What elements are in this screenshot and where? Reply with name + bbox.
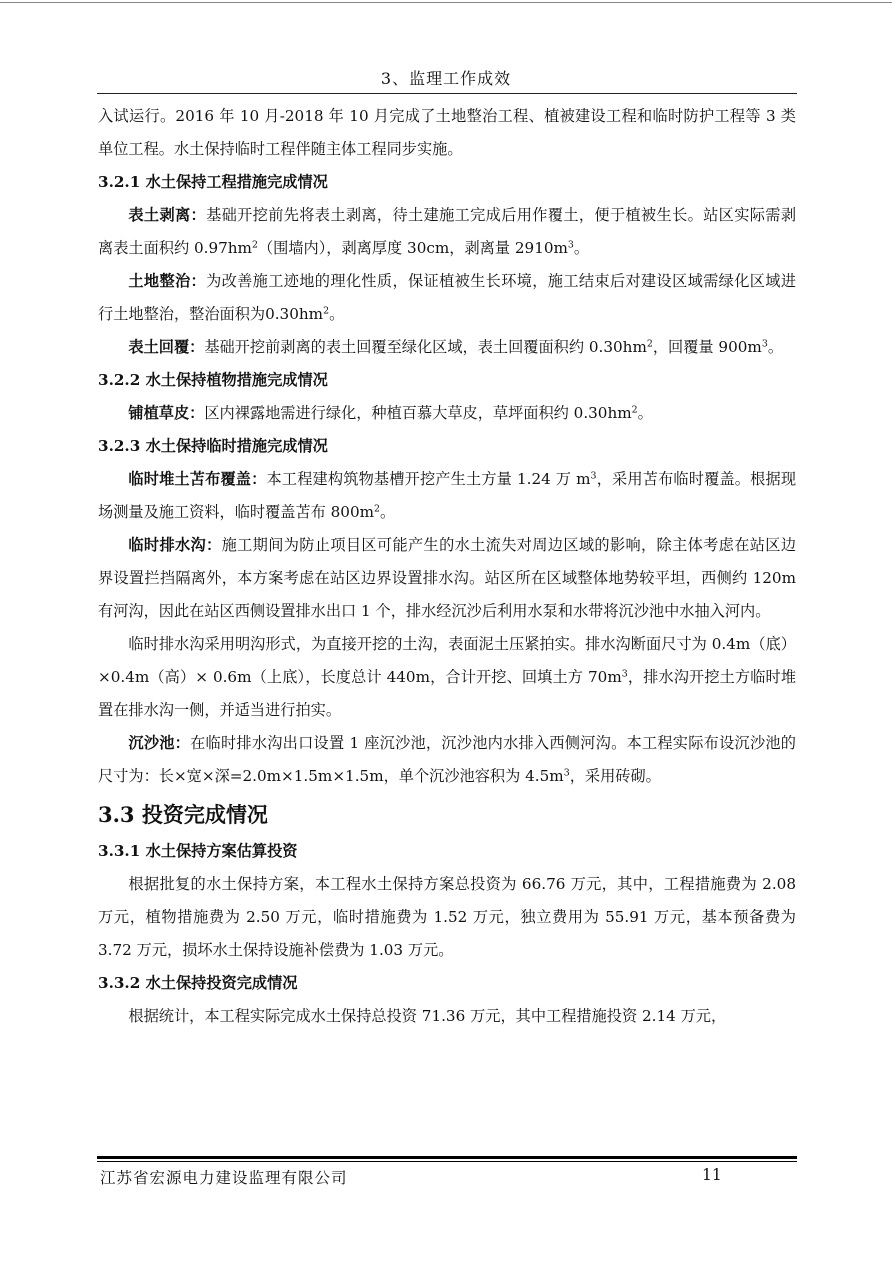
footer-rule-thick	[97, 1156, 797, 1159]
heading-3-2-3: 3.2.3 水土保持临时措施完成情况	[98, 437, 328, 455]
heading-3-2-1: 3.2.1 水土保持工程措施完成情况	[98, 173, 328, 191]
page-top-edge	[0, 2, 892, 3]
running-header-title: 3、监理工作成效	[380, 69, 512, 88]
paragraph-drainage-ditch: 临时排水沟：施工期间为防止项目区可能产生的水土流失对周边区域的影响，除主体考虑在站区边界设置拦挡隔离外，本方案考虑在站区边界设置排水沟。站区所在区域整体地势较平坦，西侧约 120m 有河沟，因此在站区西侧设置排水出口 1 个，排水经沉沙后利用水泵和水带将沉沙池中水抽入河内。	[98, 536, 797, 620]
document-body	[98, 100, 796, 1033]
paragraph-settling-tank: 沉沙池：在临时排水沟出口设置 1 座沉沙池，沉沙池内水排入西侧河沟。本工程实际布设沉沙池的尺寸为：长×宽×深=2.0m×1.5m×1.5m，单个沉沙池容积为 $4.5m^3$，采用砖砌。	[98, 734, 796, 785]
footer-company-name: 江苏省宏源电力建设监理有限公司	[100, 1169, 348, 1187]
paragraph-tarp-cover: 临时堆土苫布覆盖：本工程建构筑物基槽开挖产生土方量 1.24 万 $m^3$，采用苫布临时覆盖。根据现场测量及施工资料，临时覆盖苫布 $800m^2$。	[98, 470, 797, 521]
header-rule	[97, 93, 797, 94]
paragraph-continuation: 入试运行。2016 年 10 月-2018 年 10 月完成了土地整治工程、植被建设工程和临时防护工程等 3 类单位工程。水土保持临时工程伴随主体工程同步实施。	[98, 107, 796, 158]
term-label: 沉沙池：	[128, 734, 191, 752]
term-label: 土地整治：	[128, 272, 207, 290]
term-label: 表土剥离：	[128, 206, 207, 224]
paragraph-topsoil-stripping: 表土剥离：基础开挖前先将表土剥离，待土建施工完成后用作覆土，便于植被生长。站区实际需剥离表土面积约 $0.97hm^2$（围墙内），剥离厚度 30cm，剥离量 $2910m^3$。	[98, 206, 797, 257]
heading-3-3-1: 3.3.1 水土保持方案估算投资	[98, 842, 298, 860]
paragraph-turf-planting: 铺植草皮：区内裸露地需进行绿化，种植百慕大草皮，草坪面积约 $0.30hm^2$。	[128, 404, 653, 422]
footer-rule-thin	[97, 1161, 797, 1162]
term-label: 表土回覆：	[128, 338, 205, 356]
heading-3-3: 3.3 投资完成情况	[98, 802, 268, 827]
page-number: 11	[702, 1166, 722, 1184]
paragraph-topsoil-backfill: 表土回覆：基础开挖前剥离的表土回覆至绿化区域，表土回覆面积约 $0.30hm^2$，回覆量 $900m^3$。	[128, 338, 783, 356]
term-label: 铺植草皮：	[128, 404, 205, 422]
heading-3-2-2: 3.2.2 水土保持植物措施完成情况	[98, 371, 328, 389]
heading-3-3-2: 3.3.2 水土保持投资完成情况	[98, 974, 298, 992]
paragraph-land-remediation: 土地整治：为改善施工迹地的理化性质，保证植被生长环境，施工结束后对建设区域需绿化区域进行土地整治，整治面积为$0.30hm^2$。	[98, 272, 797, 323]
paragraph-estimated-investment: 根据批复的水土保持方案，本工程水土保持方案总投资为 66.76 万元，其中，工程措施费为 2.08 万元，植物措施费为 2.50 万元，临时措施费为 1.52 万元，独立费用为 55.91 万元，基本预备费为 3.72 万元，损坏水土保持设施补偿费为 1.03 万元。	[98, 875, 796, 959]
paragraph-actual-investment: 根据统计，本工程实际完成水土保持总投资 71.36 万元，其中工程措施投资 2.14 万元，	[128, 1007, 727, 1025]
term-label: 临时排水沟：	[128, 536, 222, 554]
term-label: 临时堆土苫布覆盖：	[128, 470, 267, 488]
paragraph-ditch-spec: 临时排水沟采用明沟形式，为直接开挖的土沟，表面泥土压紧拍实。排水沟断面尺寸为 0.4m（底）×0.4m（高）× 0.6m（上底），长度总计 440m，合计开挖、回填土方 $70m^3$，排水沟开挖土方临时堆置在排水沟一侧，并适当进行拍实。	[98, 635, 797, 719]
